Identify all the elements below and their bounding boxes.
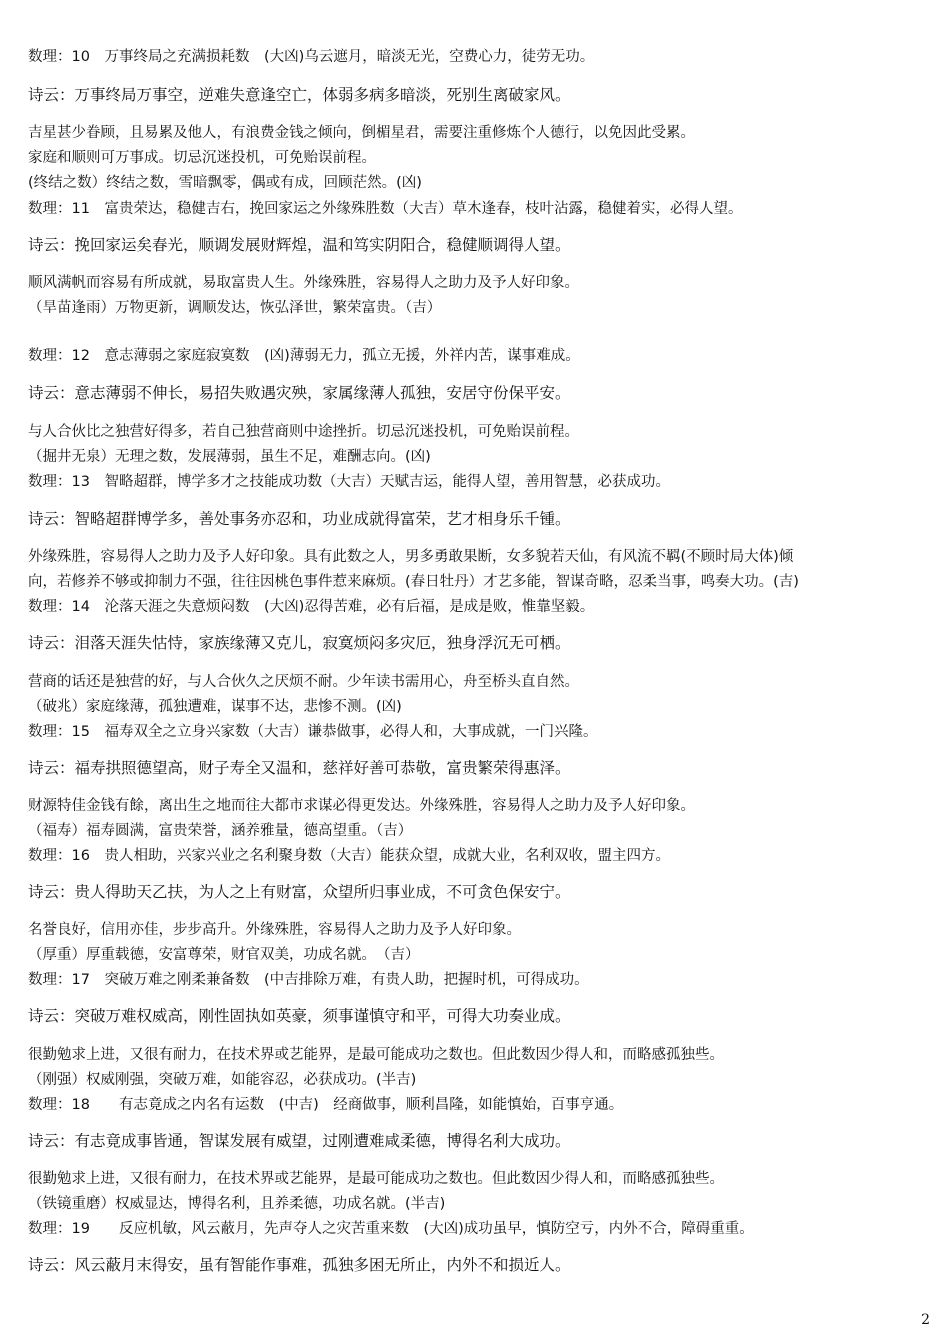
numerology-line-16: 数理：16 贵人相助，兴家兴业之名利聚身数（大吉）能获众望，成就大业，名利双收，盟主四方。 xyxy=(28,848,670,864)
text-line: 财源特佳金钱有餘，离出生之地而往大都市求谋必得更发达。外缘殊胜，容易得人之助力及予人好印象。 xyxy=(28,798,695,814)
text-line: （刚强）权威刚强，突破万难，如能容忍，必获成功。(半吉) xyxy=(28,1072,417,1088)
text-line: 名誉良好，信用亦佳，步步高升。外缘殊胜，容易得人之助力及予人好印象。 xyxy=(28,922,521,938)
text-line: 很勤勉求上进，又很有耐力，在技术界或艺能界，是最可能成功之数也。但此数因少得人和，而略感孤独些。 xyxy=(28,1047,724,1063)
text-line: (终结之数）终结之数，雪暗飘零，偶或有成，回顾茫然。(凶) xyxy=(28,175,422,191)
poem-line-13: 诗云：智略超群博学多，善处事务亦忍和，功业成就得富荣，艺才相身乐千锺。 xyxy=(28,510,571,528)
numerology-line-19: 数理：19 反应机敏，风云蔽月，先声夺人之灾苦重来数 (大凶)成功虽早，慎防空亏，内外不合，障碍重重。 xyxy=(28,1221,754,1237)
text-line: 外缘殊胜，容易得人之助力及予人好印象。具有此数之人，男多勇敢果断，女多貌若天仙，有风流不羁(不顾时局大体)倾 xyxy=(28,549,794,565)
numerology-line-14: 数理：14 沦落天涯之失意烦闷数 (大凶)忍得苦难，必有后福，是成是败，惟靠坚毅。 xyxy=(28,599,595,615)
numerology-line-12: 数理：12 意志薄弱之家庭寂寞数 (凶)薄弱无力，孤立无援，外祥内苦，谋事难成。 xyxy=(28,348,580,364)
poem-line-15: 诗云：福寿拱照德望高，财子寿全又温和，慈祥好善可恭敬，富贵繁荣得惠泽。 xyxy=(28,759,571,777)
numerology-line-11: 数理：11 富贵荣达，稳健吉右，挽回家运之外缘殊胜数（大吉）草木逢春，枝叶沾露，稳健着实，必得人望。 xyxy=(28,201,743,217)
text-line: （福寿）福寿圆满，富贵荣誉，涵养雅量，德高望重。（吉） xyxy=(28,823,413,839)
numerology-line-18: 数理：18 有志竟成之内名有运数 (中吉) 经商做事，顺利昌隆，如能慎始，百事亨通。 xyxy=(28,1097,624,1113)
text-line: 向，若修养不够或抑制力不强，往往因桃色事件惹来麻烦。(春日牡丹）才艺多能，智谋奇略，忍柔当事，鸣奏大功。(吉) xyxy=(28,574,799,590)
text-line: 与人合伙比之独营好得多，若自己独营商则中途挫折。切忌沉迷投机，可免贻误前程。 xyxy=(28,424,579,440)
text-line: 吉星甚少眷顾，且易累及他人，有浪费金钱之倾向，倒楣星君，需要注重修炼个人德行，以免因此受累。 xyxy=(28,125,695,141)
poem-line-19: 诗云：风云蔽月末得安，虽有智能作事难，孤独多困无所止，内外不和损近人。 xyxy=(28,1256,571,1274)
text-line: 顺风满帆而容易有所成就，易取富贵人生。外缘殊胜，容易得人之助力及予人好印象。 xyxy=(28,275,579,291)
poem-line-17: 诗云：突破万难权威高，刚性固执如英豪，须事谨慎守和平，可得大功奏业成。 xyxy=(28,1007,571,1025)
numerology-line-15: 数理：15 福寿双全之立身兴家数（大吉）谦恭做事，必得人和，大事成就，一门兴隆。 xyxy=(28,724,598,740)
poem-line-16: 诗云：贵人得助天乙扶，为人之上有财富，众望所归事业成，不可贪色保安宁。 xyxy=(28,883,571,901)
page-number: 2 xyxy=(921,1312,930,1328)
text-line: （厚重）厚重载德，安富尊荣，财官双美，功成名就。 （吉） xyxy=(28,947,420,963)
poem-line-12: 诗云：意志薄弱不伸长，易招失败遇灾殃，家属缘薄人孤独，安居守份保平安。 xyxy=(28,384,571,402)
poem-line-14: 诗云：泪落天涯失怙恃，家族缘薄又克儿，寂寞烦闷多灾厄，独身浮沉无可栖。 xyxy=(28,634,571,652)
numerology-line-17: 数理：17 突破万难之刚柔兼备数 (中吉排除万难，有贵人助，把握时机，可得成功。 xyxy=(28,972,589,988)
poem-line-11: 诗云：挽回家运矣春光，顺调发展财辉煌，温和笃实阴阳合，稳健顺调得人望。 xyxy=(28,236,571,254)
text-line: （掘井无泉）无理之数，发展薄弱，虽生不足，难酬志向。(凶) xyxy=(28,449,431,465)
text-line: 家庭和顺则可万事成。切忌沉迷投机，可免贻误前程。 xyxy=(28,150,376,166)
text-line: （旱苗逢雨）万物更新，调顺发达，恢弘泽世，繁荣富贵。（吉） xyxy=(28,300,442,316)
poem-line-18: 诗云：有志竟成事皆通，智谋发展有威望，过刚遭难咸柔德，博得名利大成功。 xyxy=(28,1132,571,1150)
text-line: （铁镜重磨）权威显达，博得名利，且养柔德，功成名就。(半吉) xyxy=(28,1196,446,1212)
numerology-line-13: 数理：13 智略超群，博学多才之技能成功数（大吉）天赋吉运，能得人望，善用智慧，必获成功。 xyxy=(28,474,670,490)
text-line: 营商的话还是独营的好，与人合伙久之厌烦不耐。少年读书需用心，舟至桥头直自然。 xyxy=(28,674,579,690)
text-line: 很勤勉求上进，又很有耐力，在技术界或艺能界，是最可能成功之数也。但此数因少得人和，而略感孤独些。 xyxy=(28,1171,724,1187)
poem-line-10: 诗云：万事终局万事空，逆难失意逢空亡，体弱多病多暗淡，死别生离破家风。 xyxy=(28,86,571,104)
text-line: （破兆）家庭缘薄，孤独遭难，谋事不达，悲惨不测。(凶) xyxy=(28,699,402,715)
numerology-line-10: 数理：10 万事终局之充满损耗数 (大凶)乌云遮月，暗淡无光，空费心力，徒劳无功。 xyxy=(28,49,595,65)
